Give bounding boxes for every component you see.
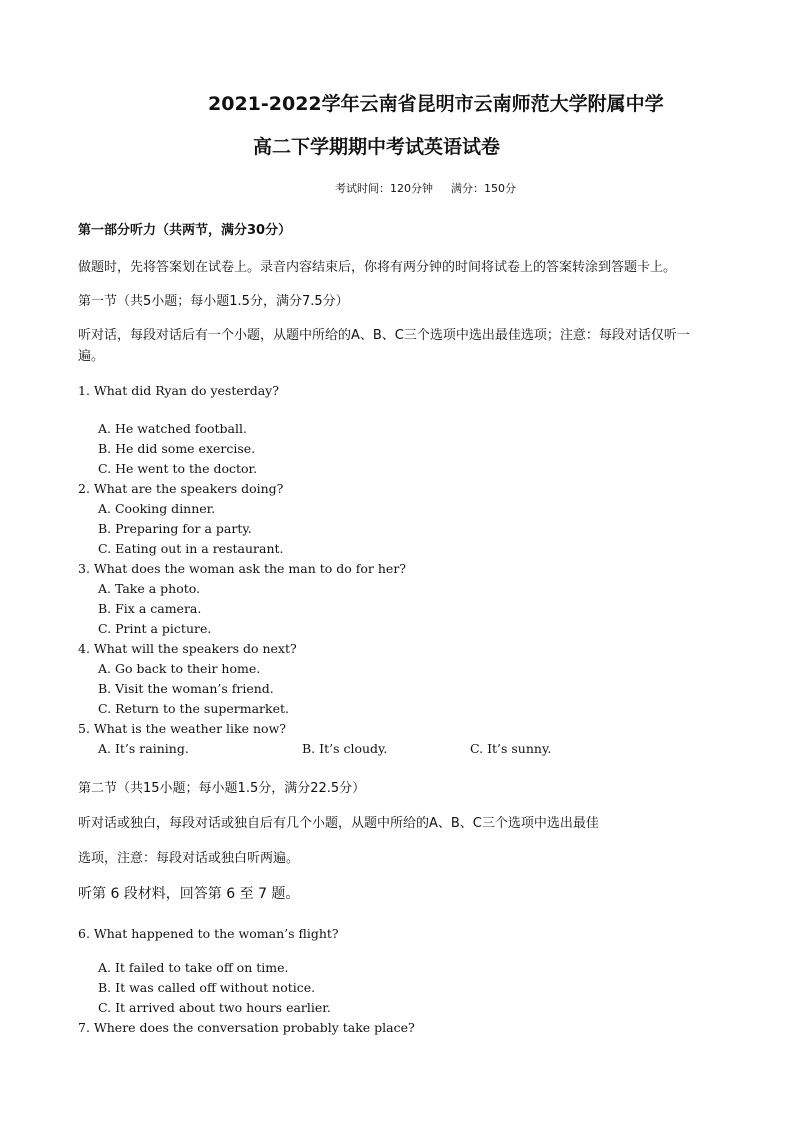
question-6-option-a: A. It failed to take off on time. xyxy=(98,960,289,975)
question-4-option-c: C. Return to the supermarket. xyxy=(98,701,290,716)
section2-instruction-line1: 听对话或独白，每段对话或独自后有几个小题，从题中所给的A、B、C三个选项中选出最佳 xyxy=(78,816,599,831)
question-2-option-a: A. Cooking dinner. xyxy=(98,501,216,516)
question-7-stem: 7. Where does the conversation probably take place? xyxy=(78,1020,415,1035)
question-4-stem: 4. What will the speakers do next? xyxy=(78,641,297,656)
part1-instruction: 做题时，先将答案划在试卷上。录音内容结束后，你将有两分钟的时间将试卷上的答案转涂到答题卡上。 xyxy=(78,260,677,275)
question-3-stem: 3. What does the woman ask the man to do for her? xyxy=(78,561,406,576)
section2-heading: 第二节（共15小题；每小题1.5分，满分22.5分） xyxy=(78,781,366,796)
question-4-option-b: B. Visit the woman’s friend. xyxy=(98,681,274,696)
question-6-option-b: B. It was called off without notice. xyxy=(98,980,316,995)
question-5-option-c: C. It’s sunny. xyxy=(470,741,552,756)
section1-instruction-line2: 遍。 xyxy=(78,349,105,364)
part1-title: 第一部分听力（共两节，满分30分） xyxy=(78,223,292,238)
material-note: 听第 6 段材料，回答第 6 至 7 题。 xyxy=(78,886,300,902)
question-5-option-b: B. It’s cloudy. xyxy=(302,741,388,756)
section1-instruction-line1: 听对话，每段对话后有一个小题，从题中所给的A、B、C三个选项中选出最佳选项；注意：每段对话仅听一 xyxy=(78,328,690,343)
question-6-stem: 6. What happened to the woman’s flight? xyxy=(78,926,339,941)
question-2-option-c: C. Eating out in a restaurant. xyxy=(98,541,284,556)
question-5-option-a: A. It’s raining. xyxy=(98,741,189,756)
question-4-option-a: A. Go back to their home. xyxy=(98,661,261,676)
question-3-option-b: B. Fix a camera. xyxy=(98,601,202,616)
question-2-option-b: B. Preparing for a party. xyxy=(98,521,252,536)
full-score: 满分：150分 xyxy=(451,182,516,195)
exam-title-line1: 2021-2022学年云南省昆明市云南师范大学附属中学 xyxy=(208,93,664,115)
exam-title-line2: 高二下学期期中考试英语试卷 xyxy=(253,136,501,158)
exam-info xyxy=(335,180,516,196)
section1-heading: 第一节（共5小题；每小题1.5分，满分7.5分） xyxy=(78,294,349,309)
question-1-option-b: B. He did some exercise. xyxy=(98,441,256,456)
question-5-stem: 5. What is the weather like now? xyxy=(78,721,286,736)
exam-time: 考试时间：120分钟 xyxy=(335,182,433,195)
question-3-option-c: C. Print a picture. xyxy=(98,621,212,636)
question-1-option-c: C. He went to the doctor. xyxy=(98,461,258,476)
question-6-option-c: C. It arrived about two hours earlier. xyxy=(98,1000,331,1015)
question-1-option-a: A. He watched football. xyxy=(98,421,247,436)
question-2-stem: 2. What are the speakers doing? xyxy=(78,481,284,496)
section2-instruction-line2: 选项，注意：每段对话或独白听两遍。 xyxy=(78,851,300,866)
question-1-stem: 1. What did Ryan do yesterday? xyxy=(78,383,279,398)
question-3-option-a: A. Take a photo. xyxy=(98,581,201,596)
